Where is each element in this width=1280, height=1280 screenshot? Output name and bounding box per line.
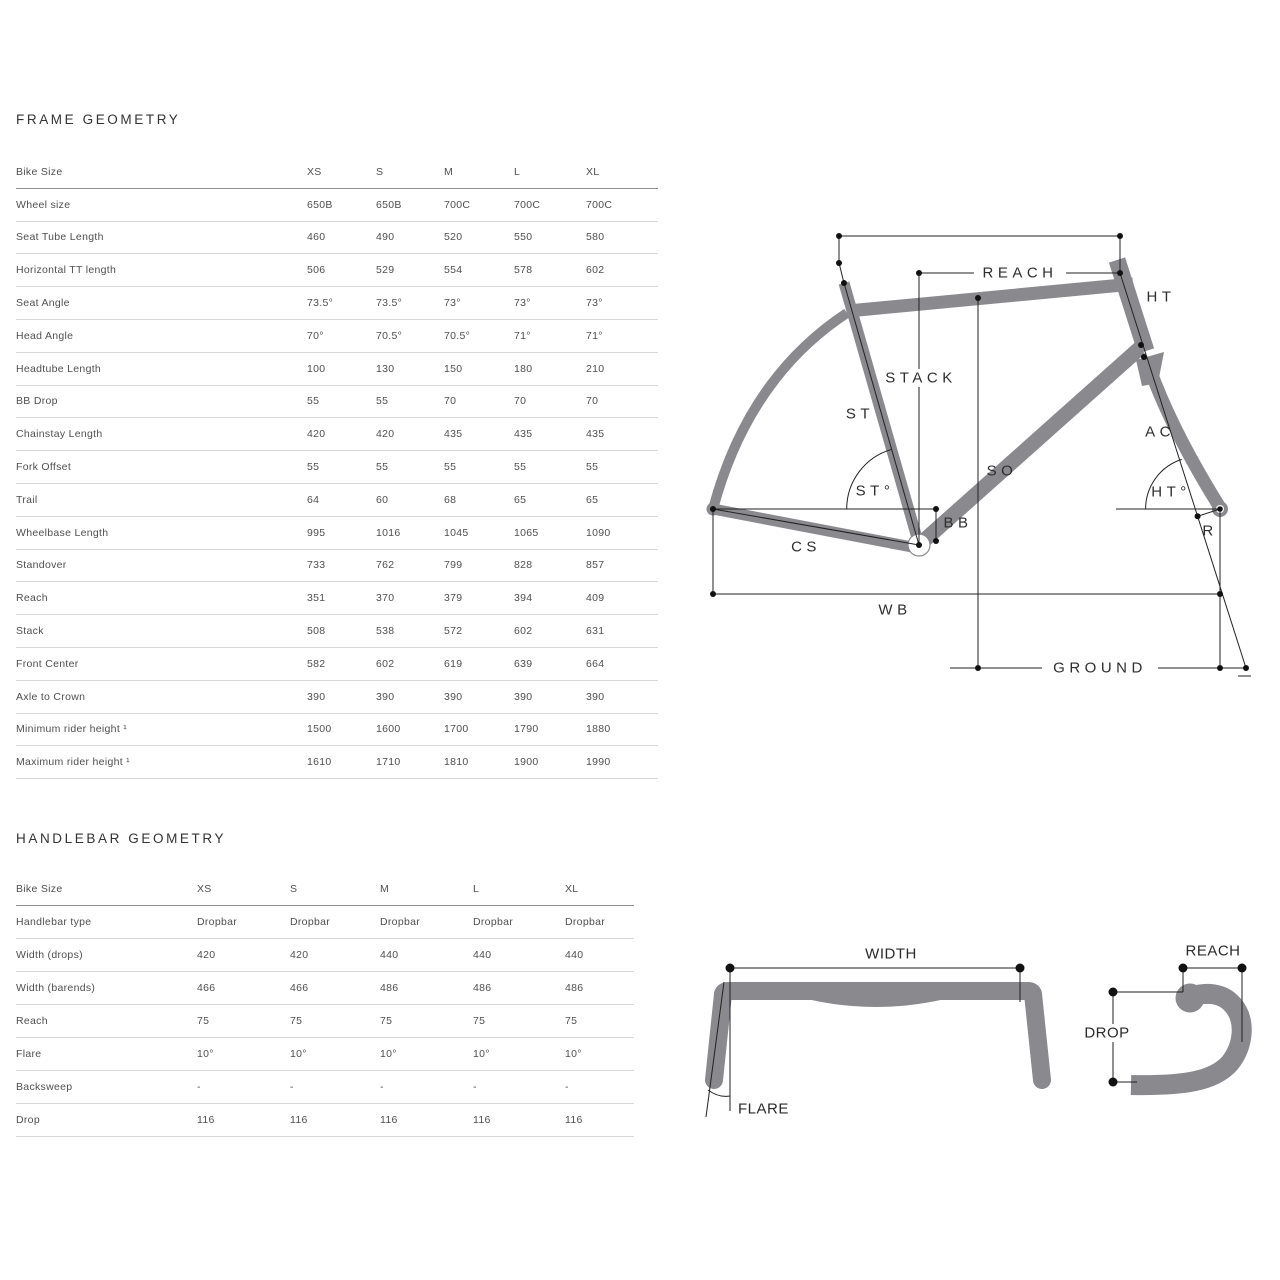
row-value: 10° [565, 1048, 582, 1060]
row-label: Minimum rider height ¹ [16, 723, 128, 736]
row-value: 10° [290, 1048, 307, 1060]
row-value: 1500 [307, 723, 332, 736]
row-value: XL [586, 165, 600, 178]
table-row [16, 222, 658, 255]
row-value: 733 [307, 559, 326, 572]
row-label: Reach [16, 592, 48, 605]
row-value: Dropbar [290, 916, 331, 928]
row-value: 75 [565, 1015, 578, 1027]
seat-angle-label: ST° [855, 482, 895, 500]
frame-geometry-diagram [690, 210, 1270, 690]
row-value: 435 [444, 428, 463, 441]
row-label: Axle to Crown [16, 690, 86, 703]
row-value: 73° [444, 297, 461, 310]
seat-tube-label: ST [845, 405, 875, 423]
row-label: BB Drop [16, 395, 58, 408]
standover-label: SO [986, 462, 1018, 480]
wheelbase-label: WB [878, 601, 912, 619]
row-value: 370 [376, 592, 395, 605]
head-tube-label: HT [1146, 288, 1176, 306]
table-row [16, 714, 658, 747]
row-value: M [380, 883, 390, 895]
frame-geometry-table [16, 156, 658, 779]
row-label: Flare [16, 1048, 42, 1060]
table-row [16, 1071, 634, 1104]
handlebar-geometry-table [16, 873, 634, 1137]
row-value: 1600 [376, 723, 401, 736]
row-value: 440 [380, 949, 399, 961]
row-value: 995 [307, 526, 326, 539]
row-value: XS [197, 883, 212, 895]
row-value: 60 [376, 493, 389, 506]
row-value: 68 [444, 493, 457, 506]
table-row [16, 746, 658, 779]
row-value: 1090 [586, 526, 611, 539]
row-value: 1900 [514, 756, 539, 769]
st-angle-arc [847, 449, 892, 509]
row-value: 116 [565, 1114, 583, 1126]
row-value: 55 [307, 395, 320, 408]
stack-label: STACK [885, 369, 957, 387]
row-value: 420 [197, 949, 216, 961]
handlebar-geometry-diagram [690, 930, 1270, 1160]
row-value: XS [307, 165, 322, 178]
handlebar-geometry-title: HANDLEBAR GEOMETRY [16, 831, 227, 846]
row-value: 529 [376, 264, 395, 277]
table-row [16, 484, 658, 517]
row-value: L [473, 883, 480, 895]
row-value: 55 [444, 461, 457, 474]
ett-left-connector [839, 236, 844, 283]
row-value: 71° [514, 329, 531, 342]
row-value: 55 [376, 395, 389, 408]
row-value: 486 [473, 982, 492, 994]
row-value: 700C [514, 198, 541, 211]
flare-arc [708, 1090, 730, 1096]
row-value: 664 [586, 657, 605, 670]
row-value: 762 [376, 559, 395, 572]
row-label: Handlebar type [16, 916, 92, 928]
row-value: 572 [444, 625, 463, 638]
row-value: 71° [586, 329, 603, 342]
row-value: 65 [514, 493, 527, 506]
width-label: WIDTH [865, 945, 917, 963]
handlebar-center-bulge [788, 994, 964, 1007]
row-label: Horizontal TT length [16, 264, 117, 277]
row-value: 55 [586, 461, 599, 474]
row-value: 210 [586, 362, 605, 375]
frame-geometry-title: FRAME GEOMETRY [16, 112, 181, 127]
table-row [16, 386, 658, 419]
row-value: L [514, 165, 521, 178]
row-value: 73° [586, 297, 603, 310]
row-value: 602 [586, 264, 605, 277]
flare-label: FLARE [738, 1100, 789, 1118]
row-value: 520 [444, 231, 463, 244]
hb-reach-label: REACH [1185, 942, 1241, 960]
row-value: 409 [586, 592, 605, 605]
row-label: Width (barends) [16, 982, 96, 994]
table-row [16, 1104, 634, 1137]
row-value: 75 [197, 1015, 210, 1027]
row-label: Reach [16, 1015, 48, 1027]
table-row [16, 1038, 634, 1071]
table-row [16, 582, 658, 615]
row-value: 550 [514, 231, 533, 244]
row-value: 116 [290, 1114, 308, 1126]
row-value: S [376, 165, 384, 178]
row-value: 578 [514, 264, 533, 277]
axle-to-crown-label: AC [1145, 423, 1175, 441]
row-value: 582 [307, 657, 326, 670]
row-value: 460 [307, 231, 326, 244]
row-value: 70° [307, 329, 324, 342]
row-value: 75 [380, 1015, 393, 1027]
row-value: 466 [290, 982, 309, 994]
row-value: 1045 [444, 526, 469, 539]
row-value: 130 [376, 362, 395, 375]
row-value: 1610 [307, 756, 332, 769]
row-label: Wheelbase Length [16, 526, 109, 539]
row-value: 700C [586, 198, 613, 211]
row-value: 10° [380, 1048, 397, 1060]
table-row [16, 615, 658, 648]
table-row [16, 972, 634, 1005]
table-header-row [16, 873, 634, 906]
row-value: 65 [586, 493, 599, 506]
row-value: 55 [514, 461, 527, 474]
row-value: 506 [307, 264, 326, 277]
row-value: - [197, 1081, 201, 1093]
row-value: 390 [376, 690, 395, 703]
row-label: Trail [16, 493, 38, 506]
row-value: - [380, 1081, 384, 1093]
row-label: Seat Angle [16, 297, 70, 310]
table-row [16, 353, 658, 386]
row-label: Front Center [16, 657, 79, 670]
row-value: 70.5° [376, 329, 403, 342]
row-value: 70 [586, 395, 599, 408]
row-value: 390 [586, 690, 605, 703]
row-value: 602 [376, 657, 395, 670]
row-value: 1990 [586, 756, 611, 769]
row-value: 70 [514, 395, 527, 408]
table-row [16, 550, 658, 583]
row-value: 486 [380, 982, 399, 994]
row-value: 73° [514, 297, 531, 310]
row-value: Dropbar [565, 916, 606, 928]
row-value: 631 [586, 625, 605, 638]
handlebar-side-view [1082, 943, 1247, 1087]
row-value: 440 [565, 949, 584, 961]
table-row [16, 451, 658, 484]
row-value: 100 [307, 362, 326, 375]
row-value: 828 [514, 559, 533, 572]
row-value: 116 [380, 1114, 398, 1126]
row-value: 435 [586, 428, 605, 441]
row-value: XL [565, 883, 579, 895]
row-value: 116 [197, 1114, 215, 1126]
row-value: M [444, 165, 454, 178]
row-value: 508 [307, 625, 326, 638]
row-value: 486 [565, 982, 584, 994]
row-value: 700C [444, 198, 471, 211]
row-value: 580 [586, 231, 605, 244]
row-value: 73.5° [376, 297, 403, 310]
table-row [16, 648, 658, 681]
row-label: Wheel size [16, 198, 71, 211]
row-value: - [290, 1081, 294, 1093]
row-value: 639 [514, 657, 533, 670]
row-label: Fork Offset [16, 461, 72, 474]
table-row [16, 906, 634, 939]
row-value: 857 [586, 559, 605, 572]
row-value: 440 [473, 949, 492, 961]
steering-axis-line [1120, 273, 1246, 668]
row-value: 1065 [514, 526, 539, 539]
table-row [16, 681, 658, 714]
row-value: 70 [444, 395, 457, 408]
row-label: Stack [16, 625, 44, 638]
table-row [16, 287, 658, 320]
row-value: 390 [514, 690, 533, 703]
table-row [16, 939, 634, 972]
row-value: 55 [376, 461, 389, 474]
row-value: Dropbar [197, 916, 238, 928]
row-value: 1810 [444, 756, 469, 769]
row-value: 75 [290, 1015, 303, 1027]
row-value: 1710 [376, 756, 401, 769]
row-value: 180 [514, 362, 533, 375]
row-value: 1790 [514, 723, 539, 736]
row-label: Bike Size [16, 883, 63, 895]
row-value: 390 [444, 690, 463, 703]
row-value: 116 [473, 1114, 491, 1126]
table-row [16, 1005, 634, 1038]
row-value: Dropbar [473, 916, 514, 928]
table-header-row [16, 156, 658, 189]
chainstay-label: CS [791, 538, 821, 556]
seat-stay [713, 313, 847, 509]
table-row [16, 254, 658, 287]
bb-drop-label: BB [943, 514, 973, 532]
row-value: 64 [307, 493, 320, 506]
hb-drop-label: DROP [1084, 1024, 1130, 1042]
row-label: Width (drops) [16, 949, 83, 961]
handlebar-clamp [1176, 984, 1205, 1013]
row-value: 619 [444, 657, 463, 670]
row-value: Dropbar [380, 916, 421, 928]
row-value: 1880 [586, 723, 611, 736]
row-value: 150 [444, 362, 463, 375]
table-row [16, 320, 658, 353]
row-label: Seat Tube Length [16, 231, 104, 244]
row-value: 70.5° [444, 329, 471, 342]
row-label: Headtube Length [16, 362, 102, 375]
row-value: 650B [376, 198, 402, 211]
table-row [16, 517, 658, 550]
rake-label: R [1202, 522, 1218, 540]
row-value: 420 [307, 428, 326, 441]
row-value: 73.5° [307, 297, 334, 310]
top-tube [848, 284, 1133, 311]
row-value: 650B [307, 198, 333, 211]
row-value: 435 [514, 428, 533, 441]
reach-label: REACH [982, 264, 1058, 282]
row-value: 799 [444, 559, 463, 572]
row-value: 420 [376, 428, 395, 441]
row-value: 390 [307, 690, 326, 703]
row-value: 490 [376, 231, 395, 244]
row-value: 10° [197, 1048, 214, 1060]
row-label: Head Angle [16, 329, 74, 342]
row-value: 538 [376, 625, 395, 638]
table-row [16, 418, 658, 451]
row-label: Standover [16, 559, 67, 572]
row-value: 75 [473, 1015, 486, 1027]
row-value: 466 [197, 982, 216, 994]
row-label: Backsweep [16, 1081, 73, 1093]
row-label: Maximum rider height ¹ [16, 756, 130, 769]
row-label: Drop [16, 1114, 40, 1126]
row-value: 351 [307, 592, 326, 605]
row-value: - [565, 1081, 569, 1093]
handlebar-front-view [706, 946, 1042, 1118]
ground-label: GROUND [1053, 659, 1147, 677]
row-value: 602 [514, 625, 533, 638]
row-value: 420 [290, 949, 309, 961]
row-value: 1700 [444, 723, 469, 736]
row-value: 554 [444, 264, 463, 277]
row-value: 1016 [376, 526, 401, 539]
row-label: Chainstay Length [16, 428, 103, 441]
row-value: 379 [444, 592, 463, 605]
row-value: S [290, 883, 298, 895]
head-angle-label: HT° [1151, 483, 1191, 501]
row-value: 394 [514, 592, 533, 605]
table-row [16, 189, 658, 222]
row-value: 10° [473, 1048, 490, 1060]
row-value: 55 [307, 461, 320, 474]
row-value: - [473, 1081, 477, 1093]
row-label: Bike Size [16, 165, 63, 178]
